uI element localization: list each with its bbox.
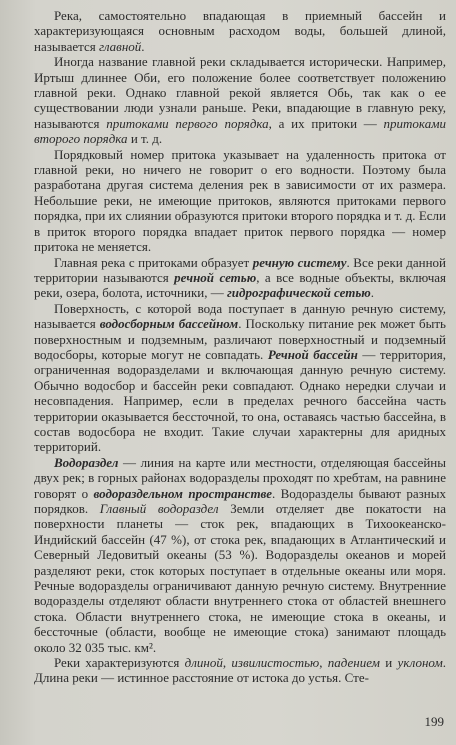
text-run: Реки характеризуются: [54, 655, 185, 671]
paragraph: [34, 655, 446, 686]
text-run: ,: [222, 655, 232, 671]
text-run: , а все водные объекты, включая реки, озера, болота, источники, —: [34, 269, 446, 301]
italic-term: падением: [327, 655, 380, 671]
text-run: .: [141, 38, 145, 54]
italic-term: притоками второго порядка: [34, 115, 446, 147]
paragraph: [34, 147, 446, 255]
text-run: Поверхность, с которой вода поступает в данную речную систему, называется: [34, 300, 446, 332]
italic-term: главной: [98, 38, 142, 54]
text-run: Порядковый номер притока указывает на удаленность притока от главной реки, но ничего не говорит о его водности. Поэтому была разработана другая система деления рек в зависимости от их размера. Небольшие реки, не имеющие притоков, являются притоками первого порядка, при их слиянии образуются притоки второго порядка и т. д. Если в приток второго порядка впадает приток первого порядка — номер притока не меняется.: [34, 146, 446, 255]
italic-term: длиной: [184, 655, 223, 671]
text-run: Земли отделяет две покатости на поверхности планеты — сток рек, впадающих в Тихоокеанско-Индийский бассейн (47 %), от стока рек, впадающих в Атлантический и Северный Ледовитый океаны (53 %). Водоразделы океанов и морей разделяют реки, сток которых поступает в отдельные океаны или моря. Речные водоразделы ограничивают данную речную систему. Внутренние водоразделы отделяют области внутреннего стока от областей внешнего стока. Области внутреннего стока, не имеющие стока в океаны, и бессточные (области, вообще не имеющие стока) занимают площадь около 32 035 тыс. км².: [34, 501, 446, 655]
text-run: Река, самостоятельно впадающая в приемный бассейн и характеризующаяся основным расходом воды, большей длиной, называется: [34, 8, 446, 54]
bold-term: речной сетью: [174, 269, 257, 285]
text-run: . Водоразделы бывают разных порядков.: [34, 485, 446, 516]
text-run: . Все реки данной территории называются: [34, 254, 447, 285]
paragraph: [34, 455, 446, 655]
text-body: [34, 8, 446, 686]
page-number: 199: [424, 713, 444, 729]
bold-term: водосборным бассейном: [99, 316, 239, 332]
text-run: и т. д.: [127, 131, 163, 147]
paragraph: [34, 301, 446, 455]
bold-term: Водораздел: [54, 454, 119, 470]
text-run: ,: [319, 655, 328, 671]
text-run: — территория, ограниченная водоразделами и включающая данную речную систему. Обычно водосбор и бассейн реки совпадают. Однако нередки случаи и несовпадения. Например, если в пределах речного бассейна часть территории оказывается бессточной, то она, оставаясь частью бассейна, в состав водосбора не входит. Такие случаи характерны для аридных территорий.: [34, 346, 446, 455]
text-run: и: [379, 655, 398, 671]
italic-term: уклоном: [397, 655, 443, 671]
paragraph: [34, 255, 446, 301]
text-run: Главная река с притоками образует: [54, 254, 253, 270]
italic-term: притоками первого порядка: [106, 115, 269, 131]
text-run: . Длина реки — истинное расстояние от истока до устья. Сте-: [34, 655, 446, 686]
bold-term: гидрографической сетью: [226, 285, 371, 301]
bold-term: Речной бассейн: [267, 346, 358, 362]
text-run: . Поскольку питание рек может быть поверхностным и подземным, различают поверхностный и подземный водосборы, которые могут не совпадать.: [34, 316, 446, 362]
bold-term: речную систему: [252, 254, 347, 270]
bold-term: водораздельном пространстве: [93, 485, 272, 501]
text-run: .: [370, 285, 375, 301]
text-run: — линия на карте или местности, отделяющая бассейны двух рек; в горных районах водоразделы проходят по хребтам, на равнине говорят о: [34, 454, 446, 501]
italic-term: Главный водораздел: [99, 501, 219, 516]
paragraph: [34, 54, 446, 146]
text-run: , а их притоки —: [268, 115, 384, 131]
text-run: Иногда название главной реки складывается исторически. Например, Иртыш длиннее Оби, его положение более соответствует положению главной реки. Однако главной рекой является Обь, так как о ее существовании люди узнали раньше. Реки, впадающие в главную реку, называются: [34, 54, 446, 131]
paragraph: [34, 8, 446, 54]
italic-term: извилистостью: [231, 655, 320, 671]
